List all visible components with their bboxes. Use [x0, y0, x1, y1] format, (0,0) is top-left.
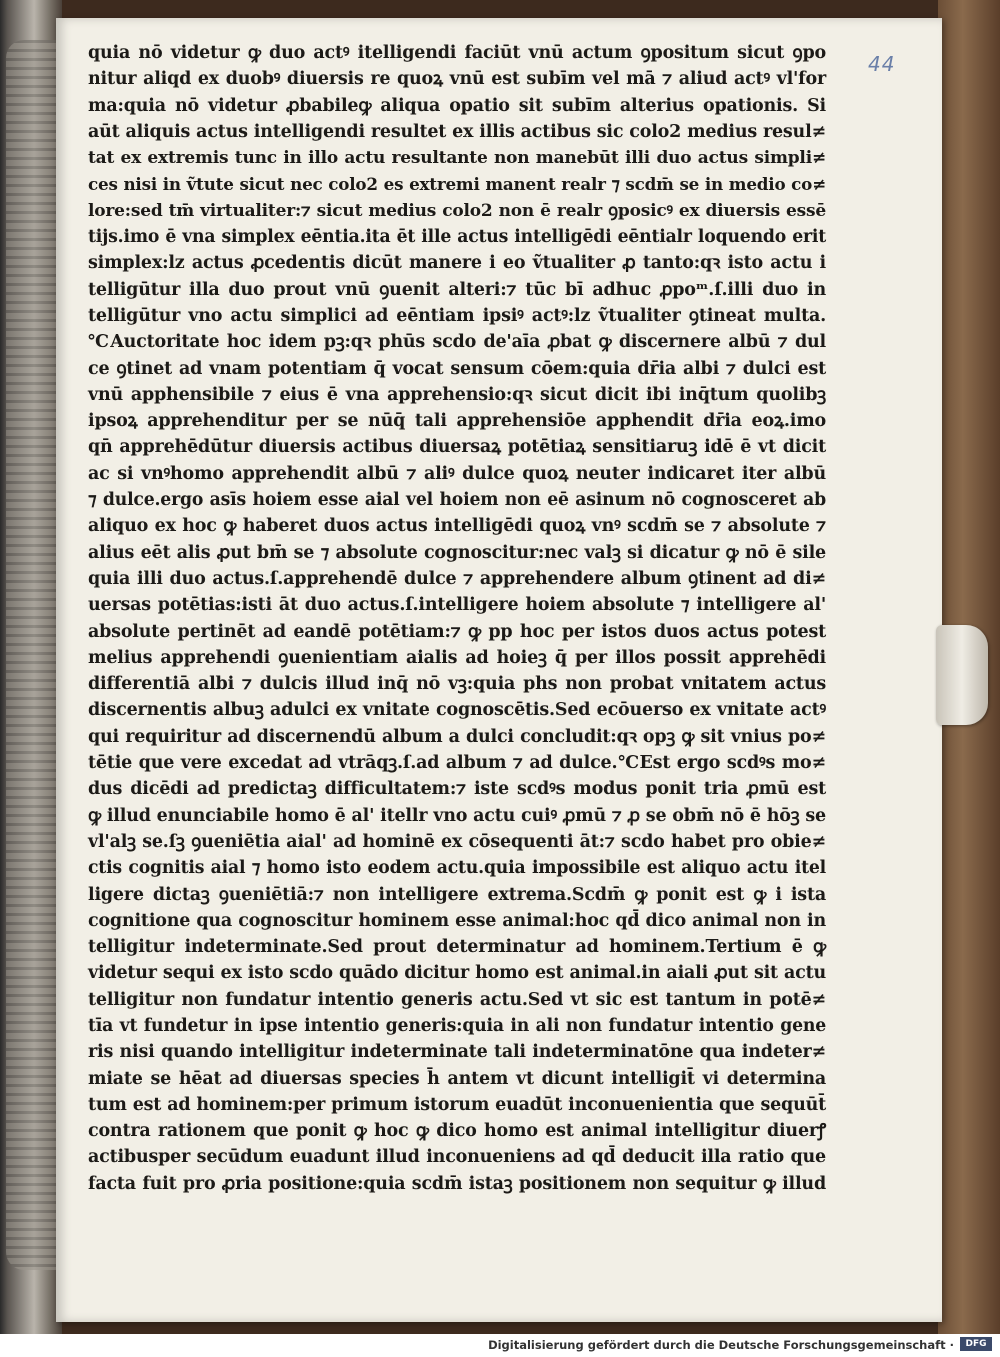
- folio-number: 44: [868, 52, 896, 76]
- text-line: qui requiritur ad discernendū album a dulci concludit:qꝛ opꝫ ꝙ sit vnius po≠: [88, 726, 826, 747]
- text-line: ctis cognitis aial ⁊ homo isto eodem actu.quia impossibile est aliquo actu itel: [88, 858, 826, 879]
- text-line: melius apprehendi ꝯuenientiam aialis ad hoieꝫ q̄ per illos possit apprehēdi: [88, 647, 826, 668]
- text-line: vnū apphensibile ⁊ eius ē vna apprehensio:qꝛ sicut dicit ibi inq̄tum quolibꝫ: [88, 384, 826, 405]
- text-line: ac si vnꝰhomo apprehendit albū ⁊ aliꝰ dulce quoꝝ neuter indicaret iter albū: [88, 463, 826, 484]
- text-line: ipsoꝝ apprehenditur per se nūq̄ tali apprehensiōe apphendit dr̄ia eoꝝ.imo: [88, 411, 826, 432]
- text-line: facta fuit pro ꝓria positione:quia scdm̄ istaꝫ positionem non sequitur ꝙ illud: [88, 1173, 826, 1194]
- text-line: vl'alꝫ se.ſꝫ ꝯueniētia aial' ad hominē ex cōsequenti āt:⁊ scdo habet pro obie≠: [88, 831, 826, 852]
- funding-credit: Digitalisierung gefördert durch die Deutsche Forschungsgemeinschaft ·: [488, 1338, 954, 1352]
- text-line: quia nō videtur ꝙ duo actꝰ itelligendi faciūt vnū actum ꝯpositum sicut ꝯpo: [88, 43, 826, 63]
- text-line: ligere dictaꝫ ꝯueniētiā:⁊ non intelligere extrema.Scdm̄ ꝙ ponit est ꝙ i ista: [88, 884, 826, 905]
- text-line: ℃Auctoritate hoc idem pꝫ:qꝛ phūs scdo de'aīa ꝓbat ꝙ discernere albū ⁊ dul: [88, 332, 826, 353]
- text-line: tētie que vere excedat ad vtrāqꝫ.ſ.ad album ⁊ ad dulce.℃Est ergo scdꝰs mo≠: [88, 753, 826, 774]
- text-line: simplex:lz actus ꝓcedentis dicūt manere i eo ṽtualiter ꝓ tanto:qꝛ isto actu i: [88, 253, 826, 274]
- text-line: ma:quia nō videtur ꝓbabileꝙ aliqua opatio sit subīm alterius opationis. Si: [88, 95, 826, 116]
- text-line: tat ex extremis tunc in illo actu resultante non manebūt illi duo actus simpli≠: [88, 148, 826, 169]
- text-line: tijs.imo ē vna simplex eēntia.ita ēt ille actus intelligēdi eēntialr loquendo erit: [88, 227, 826, 248]
- text-line: ⁊ dulce.ergo asīs hoiem esse aial vel hoiem non eē asinum nō cognosceret ab: [88, 490, 826, 511]
- text-line: tum est ad hominem:per primum istorum euadūt inconuenientia que sequūt̄: [88, 1094, 826, 1115]
- text-line: nitur aliqd ex duobꝰ diuersis re quoꝝ vnū est subīm vel mā ⁊ aliud actꝰ vl'for: [88, 69, 826, 90]
- text-line: contra rationem que ponit ꝙ hoc ꝙ dico homo est animal intelligitur diuerꝭ: [88, 1121, 826, 1142]
- text-line: quia illi duo actus.ſ.apprehendē dulce ⁊ apprehendere album ꝯtinent ad di≠: [88, 568, 826, 589]
- previous-page-edge: [6, 40, 56, 1270]
- text-line: uersas potētias:isti āt duo actus.ſ.intelligere hoiem absolute ⁊ intelligere al': [88, 595, 826, 616]
- text-line: aliquo ex hoc ꝙ haberet duos actus intelligēdi quoꝝ vnꝰ scdm̄ se ⁊ absolute ⁊: [88, 516, 826, 537]
- text-line: ce ꝯtinet ad vnam potentiam q̄ vocat sensum cōem:quia dr̄ia albi ⁊ dulci est: [88, 358, 826, 379]
- text-line: miate se hēat ad diuersas species h̄ antem vt dicunt intelligit̄ vi determina: [88, 1068, 826, 1089]
- book-clasp: [936, 625, 988, 725]
- text-line: aūt aliquis actus intelligendi resultet ex illis actibus sic colo2 medius resul≠: [88, 121, 826, 142]
- text-line: lore:sed tm̄ virtualiter:⁊ sicut medius colo2 non ē realr ꝯposicꝰ ex diuersis essē: [88, 200, 826, 221]
- text-line: dus dicēdi ad predictaꝫ difficultatem:⁊ iste scdꝰs modus ponit tria ꝓmū est: [88, 779, 826, 800]
- text-block: [88, 40, 826, 1197]
- text-line: differentiā albi ⁊ dulcis illud inq̄ nō vꝫ:quia phs non probat vnitatem actus: [88, 674, 826, 695]
- text-line: videtur sequi ex isto scdo quādo dicitur homo est animal.in aiali ꝓut sit actu: [88, 963, 826, 984]
- text-line: actibusper secūdum euadunt illud inconueniens ad qd̄ deducit illa ratio que: [88, 1147, 826, 1168]
- footer-bar: [0, 1334, 1000, 1357]
- text-line: ꝙ illud enunciabile homo ē al' itellr vno actu cuiꝰ ꝓmū ⁊ ꝓ se obm̄ nō ē hōꝫ se: [88, 805, 826, 826]
- text-line: telligūtur illa duo prout vnū ꝯuenit alteri:⁊ tūc bī adhuc ꝓpoᵐ.ſ.illi duo in: [88, 279, 826, 300]
- text-line: absolute pertinēt ad eandē potētiam:⁊ ꝙ pp hoc per istos duos actus potest: [88, 621, 826, 642]
- text-line: telligitur non fundatur intentio generis actu.Sed vt sic est tantum in potē≠: [88, 989, 826, 1010]
- text-line: telligūtur vno actu simplici ad eēntiam ipsiꝰ actꝰ:lz ṽtualiter ꝯtineat multa.: [88, 305, 826, 326]
- text-line: tīa vt fundetur in ipse intentio generis:quia in ali non fundatur intentio gene: [88, 1015, 826, 1036]
- dfg-logo: DFG: [960, 1337, 992, 1351]
- text-line: ces nisi in ṽtute sicut nec colo2 es extremi manent realr ⁊ scdm̄ se in medio co≠: [88, 174, 826, 195]
- text-line: ris nisi quando intelligitur indeterminate tali indeterminatōne qua indeter≠: [88, 1042, 826, 1063]
- text-line: qn̄ apprehēdūtur diuersis actibus diuersaꝝ potētiaꝝ sensitiaruꝫ idē ē vt dicit: [88, 437, 826, 458]
- text-line: alius eēt alis ꝓut bm̄ se ⁊ absolute cognoscitur:nec valꝫ si dicatur ꝙ nō ē sile: [88, 542, 826, 563]
- text-line: discernentis albuꝫ adulci ex vnitate cognoscētis.Sed ecōuerso ex vnitate actꝰ: [88, 700, 826, 721]
- text-line: cognitione qua cognoscitur hominem esse animal:hoc qd̄ dico animal non in: [88, 910, 826, 931]
- text-line: telligitur indeterminate.Sed prout determinatur ad hominem.Tertium ē ꝙ: [88, 937, 826, 958]
